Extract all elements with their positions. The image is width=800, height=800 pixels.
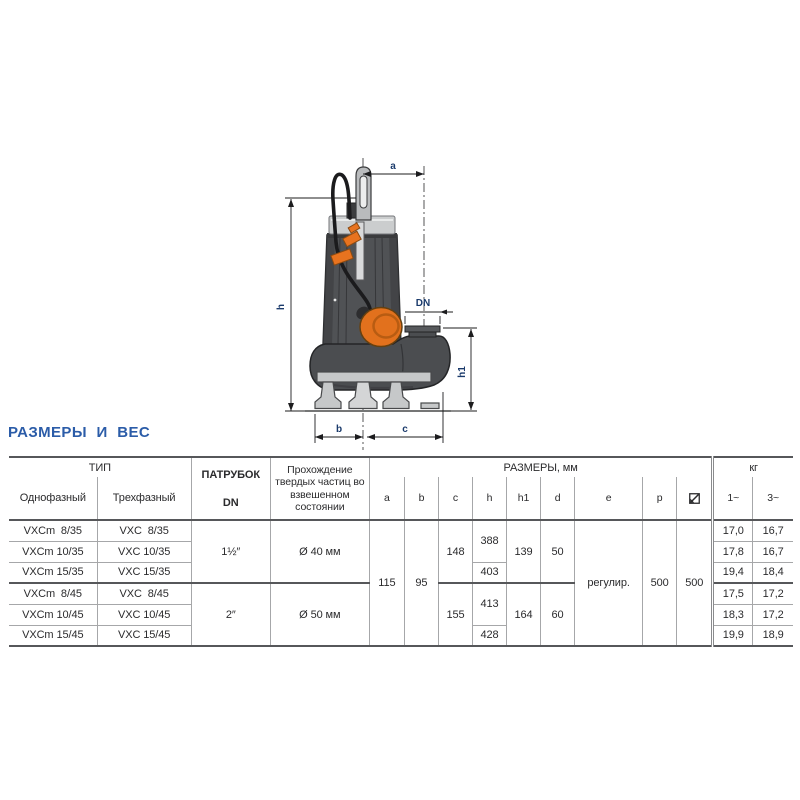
dim-b-value: 95 xyxy=(404,520,438,646)
model-single: VXCm 15/45 xyxy=(22,629,84,642)
kg-3ph: 17,2 xyxy=(753,583,793,604)
dim-h-value: 413 xyxy=(472,583,506,625)
dim-label-b: b xyxy=(335,424,343,435)
dim-label-h1: h1 xyxy=(457,366,468,378)
branch-pipe-dn-label: DN xyxy=(222,496,239,509)
col-header-solids-passage: Прохождение твердых частиц во взвешенном состоянии xyxy=(270,457,369,520)
col-header-three-phase: Трехфазный xyxy=(97,477,191,520)
discharge-port xyxy=(405,326,440,337)
col-header-pit xyxy=(677,477,713,520)
dim-p-value: 500 xyxy=(643,520,677,646)
model-three: VXC 15/35 xyxy=(97,562,191,583)
col-header-e: e xyxy=(575,477,643,520)
model-single: VXCm 8/35 xyxy=(9,520,97,541)
dim-d-value: 60 xyxy=(541,583,575,646)
kg-1ph: 19,9 xyxy=(713,625,753,646)
kg-3ph: 17,2 xyxy=(753,604,793,625)
dim-h-value: 388 xyxy=(472,520,506,562)
model-single: VXCm 8/45 xyxy=(9,583,97,604)
model-single: VXCm 10/35 xyxy=(9,541,97,562)
col-header-p: p xyxy=(643,477,677,520)
kg-1ph: 17,8 xyxy=(713,541,753,562)
model-three: VXC 8/35 xyxy=(97,520,191,541)
col-header-d: d xyxy=(541,477,575,520)
specs-table xyxy=(9,456,793,647)
model-three: VXC 15/45 xyxy=(97,625,191,646)
col-header-b: b xyxy=(404,477,438,520)
pump-dimension-drawing xyxy=(253,140,553,460)
kg-3ph: 16,7 xyxy=(753,520,793,541)
solids-value: Ø 40 мм xyxy=(270,520,369,583)
section-heading: РАЗМЕРЫ И ВЕС xyxy=(8,424,151,441)
kg-1ph: 17,5 xyxy=(713,583,753,604)
pump-stand xyxy=(305,372,451,411)
dim-d-value: 50 xyxy=(541,520,575,583)
branch-pipe-label: ПАТРУБОК xyxy=(201,468,260,481)
dim-label-dn: DN xyxy=(415,298,431,309)
model-single: VXCm 15/35 xyxy=(9,562,97,583)
model-three: VXC 10/35 xyxy=(97,541,191,562)
col-group-type: ТИП xyxy=(88,461,111,474)
col-header-1ph-kg: 1~ xyxy=(713,477,753,520)
dim-e-value: регулир. xyxy=(575,520,643,646)
kg-1ph: 17,0 xyxy=(713,520,753,541)
dim-h1-value: 164 xyxy=(507,583,541,646)
dim-label-a: a xyxy=(390,161,396,172)
dim-a-value: 115 xyxy=(369,520,404,646)
kg-1ph: 19,4 xyxy=(713,562,753,583)
model-three: VXC 8/45 xyxy=(97,583,191,604)
col-header-c: c xyxy=(438,477,472,520)
dim-h1-value: 139 xyxy=(507,520,541,583)
col-group-weight: кг xyxy=(713,457,793,477)
dim-h-value: 403 xyxy=(472,562,506,583)
dim-label-c: c xyxy=(402,424,408,435)
dim-c-value: 148 xyxy=(438,520,472,583)
kg-3ph: 16,7 xyxy=(753,541,793,562)
kg-3ph: 18,9 xyxy=(753,625,793,646)
square-diagonal-icon xyxy=(689,493,700,504)
dim-h-value: 428 xyxy=(472,625,506,646)
col-header-a: a xyxy=(369,477,404,520)
col-header-branch-pipe xyxy=(191,457,270,520)
dn-value: 1½″ xyxy=(191,520,270,583)
kg-1ph: 18,3 xyxy=(713,604,753,625)
dim-c-value: 155 xyxy=(438,583,472,646)
col-header-single-phase: Однофазный xyxy=(9,477,97,520)
col-group-dimensions: РАЗМЕРЫ, мм xyxy=(369,457,712,477)
kg-3ph: 18,4 xyxy=(753,562,793,583)
solids-value: Ø 50 мм xyxy=(270,583,369,646)
dim-pit-value: 500 xyxy=(677,520,713,646)
dim-label-h: h xyxy=(276,303,287,311)
model-single: VXCm 10/45 xyxy=(9,604,97,625)
table-row xyxy=(9,520,793,541)
col-header-3ph-kg: 3~ xyxy=(753,477,793,520)
col-header-h: h xyxy=(472,477,506,520)
dn-value: 2″ xyxy=(191,583,270,646)
col-header-h1: h1 xyxy=(507,477,541,520)
model-three: VXC 10/45 xyxy=(97,604,191,625)
